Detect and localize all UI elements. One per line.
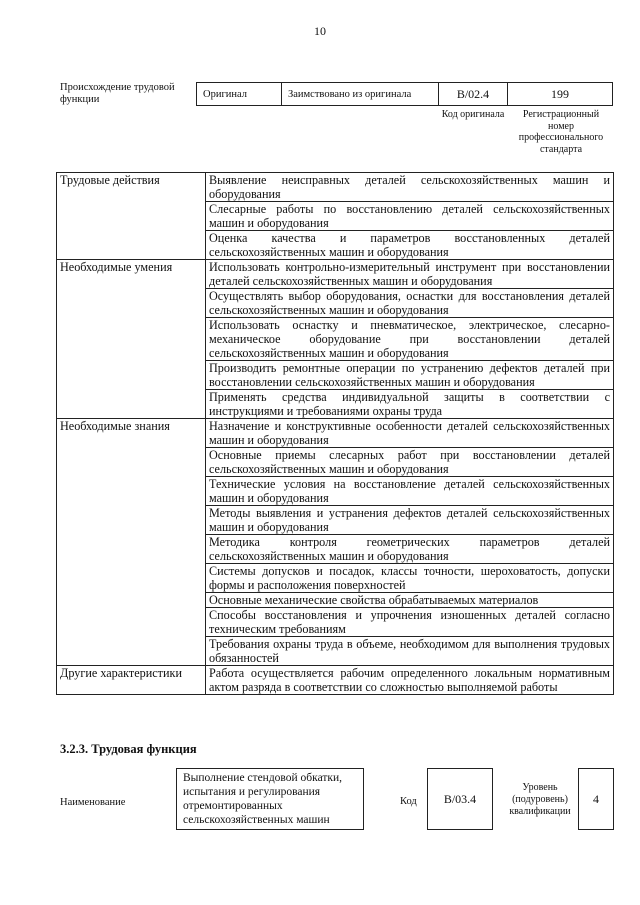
- table-row: [57, 260, 614, 289]
- row-item: Системы допусков и посадок, классы точности, шероховатость, допуски формы и расположения поверхностей: [206, 564, 614, 593]
- row-item: Методы выявления и устранения дефектов деталей сельскохозяйственных машин и оборудования: [206, 506, 614, 535]
- row-item: Осуществлять выбор оборудования, оснастки для восстановления деталей сельскохозяйственных машин и оборудования: [206, 289, 614, 318]
- row-item: Использовать оснастку и пневматическое, электрическое, слесарно-механическое оборудование при восстановлении деталей сельскохозяйственных машин и оборудования: [206, 318, 614, 361]
- function-level-box: [578, 768, 614, 830]
- row-label-continuation: [57, 564, 206, 593]
- function-name-box: [176, 768, 364, 830]
- row-label-continuation: [57, 289, 206, 318]
- table-row: [57, 419, 614, 448]
- table-row: [57, 506, 614, 535]
- row-item: Методика контроля геометрических параметров деталей сельскохозяйственных машин и оборудования: [206, 535, 614, 564]
- page-number: 10: [314, 24, 326, 38]
- section-title: 3.2.3. Трудовая функция: [60, 742, 197, 756]
- origin-original-cell: [196, 82, 282, 106]
- table-row: [57, 564, 614, 593]
- row-label-continuation: [57, 477, 206, 506]
- function-level-value: 4: [593, 791, 599, 806]
- row-item: Технические условия на восстановление деталей сельскохозяйственных машин и оборудования: [206, 477, 614, 506]
- origin-reg-caption: Регистрационный номер профессионального стандарта: [518, 109, 604, 155]
- row-item: Основные приемы слесарных работ при восстановлении деталей сельскохозяйственных машин и оборудования: [206, 448, 614, 477]
- origin-code: B/02.4: [456, 86, 490, 101]
- origin-reg-cell: [507, 82, 613, 106]
- table-row: [57, 535, 614, 564]
- table-row: [57, 173, 614, 202]
- origin-borrowed: Заимствовано из оригинала: [288, 88, 412, 100]
- table-row: [57, 202, 614, 231]
- row-item: Применять средства индивидуальной защиты в соответствии с инструкциями и требованиями охраны труда: [206, 390, 614, 419]
- row-item: Использовать контрольно-измерительный инструмент при восстановлении деталей сельскохозяйственных машин и оборудования: [206, 260, 614, 289]
- labor-function-table: [56, 172, 614, 695]
- row-label-continuation: [57, 535, 206, 564]
- row-label-continuation: [57, 231, 206, 260]
- row-item: Выявление неисправных деталей сельскохозяйственных машин и оборудования: [206, 173, 614, 202]
- table-row: [57, 637, 614, 666]
- row-item: Назначение и конструктивные особенности деталей сельскохозяйственных машин и оборудования: [206, 419, 614, 448]
- row-item: Требования охраны труда в объеме, необходимом для выполнения трудовых обязанностей: [206, 637, 614, 666]
- table-row: [57, 477, 614, 506]
- row-label: Трудовые действия: [57, 173, 206, 202]
- origin-code-cell: [438, 82, 508, 106]
- table-row: [57, 231, 614, 260]
- row-label: Необходимые знания: [57, 419, 206, 448]
- row-label-continuation: [57, 637, 206, 666]
- function-name-value: Выполнение стендовой обкатки, испытания и регулирования отремонтированных сельскохозяйственных машин: [183, 772, 343, 826]
- origin-reg-number: 199: [551, 86, 569, 101]
- row-item: Слесарные работы по восстановлению деталей сельскохозяйственных машин и оборудования: [206, 202, 614, 231]
- row-item: Производить ремонтные операции по устранению дефектов деталей при восстановлении сельскохозяйственных машин и оборудования: [206, 361, 614, 390]
- row-item: Основные механические свойства обрабатываемых материалов: [206, 593, 614, 608]
- function-code-value: B/03.4: [443, 791, 477, 806]
- row-label-continuation: [57, 361, 206, 390]
- table-row: [57, 448, 614, 477]
- origin-label: Происхождение трудовой функции: [60, 82, 175, 105]
- row-item: Способы восстановления и упрочнения изношенных деталей согласно техническим требованиям: [206, 608, 614, 637]
- row-label-continuation: [57, 202, 206, 231]
- row-label-continuation: [57, 608, 206, 637]
- row-label-continuation: [57, 448, 206, 477]
- table-row: [57, 390, 614, 419]
- row-label-continuation: [57, 390, 206, 419]
- origin-borrowed-cell: [281, 82, 439, 106]
- table-row: [57, 318, 614, 361]
- table-row: [57, 289, 614, 318]
- row-item: Работа осуществляется рабочим определенного локальным нормативным актом разряда в соответствии со сложностью выполняемой работы: [206, 666, 614, 695]
- table-row: [57, 666, 614, 695]
- table-row: [57, 361, 614, 390]
- table-row: [57, 608, 614, 637]
- row-label-continuation: [57, 593, 206, 608]
- function-code-label: Код: [400, 796, 417, 807]
- function-name-label: Наименование: [60, 797, 126, 808]
- row-label-continuation: [57, 506, 206, 535]
- origin-original: Оригинал: [203, 88, 247, 100]
- function-code-box: [427, 768, 493, 830]
- function-level-label: Уровень (подуровень) квалификации: [509, 782, 571, 817]
- origin-code-caption: Код оригинала: [441, 109, 505, 120]
- row-item: Оценка качества и параметров восстановленных деталей сельскохозяйственных машин и оборудования: [206, 231, 614, 260]
- row-label-continuation: [57, 318, 206, 361]
- table-row: [57, 593, 614, 608]
- row-label: Другие характеристики: [57, 666, 206, 695]
- row-label: Необходимые умения: [57, 260, 206, 289]
